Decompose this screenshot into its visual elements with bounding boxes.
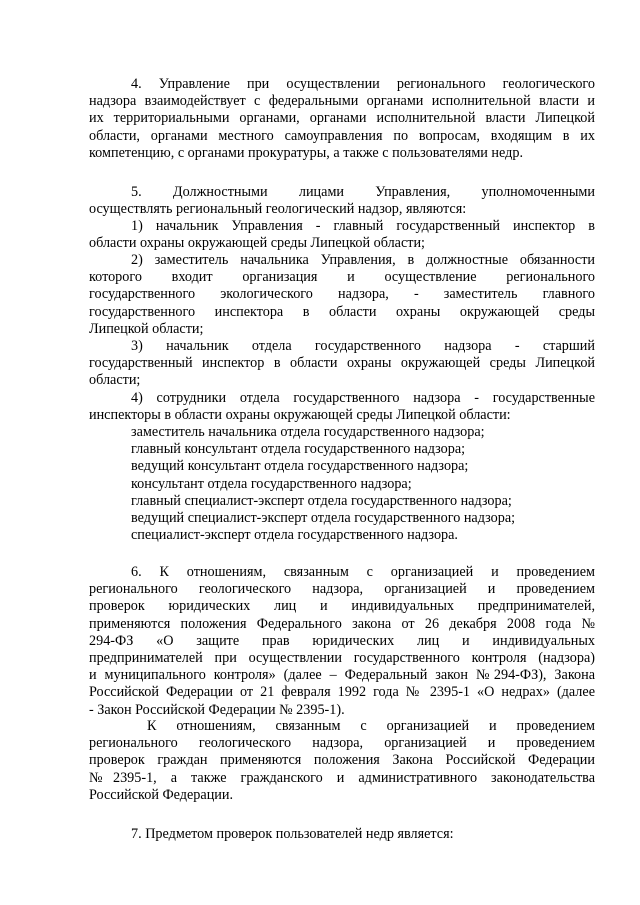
paragraph-5-item-1 [89, 218, 595, 252]
item-2-line: государственного инспектора в области охраны окружающей среды [89, 303, 595, 320]
paragraph-5-intro [89, 184, 595, 218]
p5-intro-line: осуществлять региональный геологический надзор, являются: [89, 201, 467, 218]
paragraph-6 [89, 564, 595, 719]
p7-line: 7. Предметом проверок пользователей недр является: [131, 826, 454, 842]
paragraph-5-item-3 [89, 338, 595, 390]
staff-list-item: главный консультант отдела государственного надзора; [131, 441, 466, 458]
p6b-line: Российской Федерации. [89, 786, 234, 803]
p6-line: 294-ФЗ «О защите прав юридических лиц и индивидуальных [89, 632, 595, 649]
p6-line: предпринимателей при осуществлении государственного контроля (надзора) [89, 650, 595, 667]
p6-line: Российской Федерации от 21 февраля 1992 года № 2395-1 «О недрах» (далее [89, 684, 595, 701]
item-1-line: области охраны окружающей среды Липецкой области; [89, 235, 425, 252]
p5-intro-line: 5. Должностными лицами Управления, уполномоченными [131, 184, 595, 200]
p6-line: 6. К отношениям, связанным с организацией и проведением [131, 564, 595, 580]
p6-line: - Закон Российской Федерации № 2395-1). [89, 701, 345, 718]
p6-line: регионального геологического надзора, организацией и проведением [89, 581, 595, 598]
p6b-line: К отношениям, связанным с организацией и проведением [147, 718, 595, 734]
p4-line: надзора взаимодействует с федеральными органами исполнительной власти и [89, 93, 595, 110]
item-2-line: которого входит организация и осуществление регионального [89, 269, 595, 286]
p4-line: компетенцию, с органами прокуратуры, а также с пользователями недр. [89, 144, 523, 161]
p6b-line: регионального геологического надзора, организацией и проведением [89, 735, 595, 752]
p6b-line: проверок граждан применяются положения Закона Российской Федерации [89, 752, 595, 769]
item-4-line: 4) сотрудники отдела государственного надзора - государственные [131, 390, 595, 406]
p6b-line: №2395-1, а также гражданского и административного законодательства [89, 769, 595, 786]
paragraph-5-item-4 [89, 390, 595, 424]
item-3-line: государственный инспектор в области охраны окружающей среды Липецкой [89, 355, 595, 372]
staff-list-item: ведущий специалист-эксперт отдела государственного надзора; [131, 510, 516, 527]
item-2-line: Липецкой области; [89, 320, 204, 337]
paragraph-6-citizens [89, 718, 595, 804]
staff-list-item: главный специалист-эксперт отдела государственного надзора; [131, 492, 512, 509]
item-1-line: 1) начальник Управления - главный государственный инспектор в [131, 218, 595, 234]
item-2-line: государственного экологического надзора, - заместитель главного [89, 286, 595, 303]
item-3-line: 3) начальник отдела государственного надзора - старший [131, 338, 595, 354]
staff-list-item: консультант отдела государственного надзора; [131, 475, 412, 492]
paragraph-5-item-2 [89, 252, 595, 338]
item-2-line: 2) заместитель начальника Управления, в должностные обязанности [131, 252, 595, 268]
staff-list-item: ведущий консультант отдела государственного надзора; [131, 458, 469, 475]
p4-line: 4. Управление при осуществлении регионального геологического [131, 76, 595, 92]
p6-line: применяются положения Федерального закона от 26 декабря 2008 года № [89, 615, 595, 632]
item-4-line: инспекторы в области охраны окружающей среды Липецкой области: [89, 407, 511, 424]
p6-line: и муниципального контроля» (далее – Федеральный закон №294-ФЗ), Закона [89, 667, 595, 684]
p4-line: их территориальными органами, органами исполнительной власти Липецкой [89, 110, 595, 127]
staff-list-item: специалист-эксперт отдела государственного надзора. [131, 527, 458, 544]
staff-list [131, 424, 601, 544]
item-3-line: области; [89, 372, 141, 389]
paragraph-4 [89, 76, 595, 162]
p4-line: области, органами местного самоуправления по вопросам, входящим в их [89, 127, 595, 144]
staff-list-item: заместитель начальника отдела государственного надзора; [131, 424, 485, 440]
p6-line: проверок юридических лиц и индивидуальных предпринимателей, [89, 598, 595, 615]
paragraph-7 [89, 826, 595, 843]
